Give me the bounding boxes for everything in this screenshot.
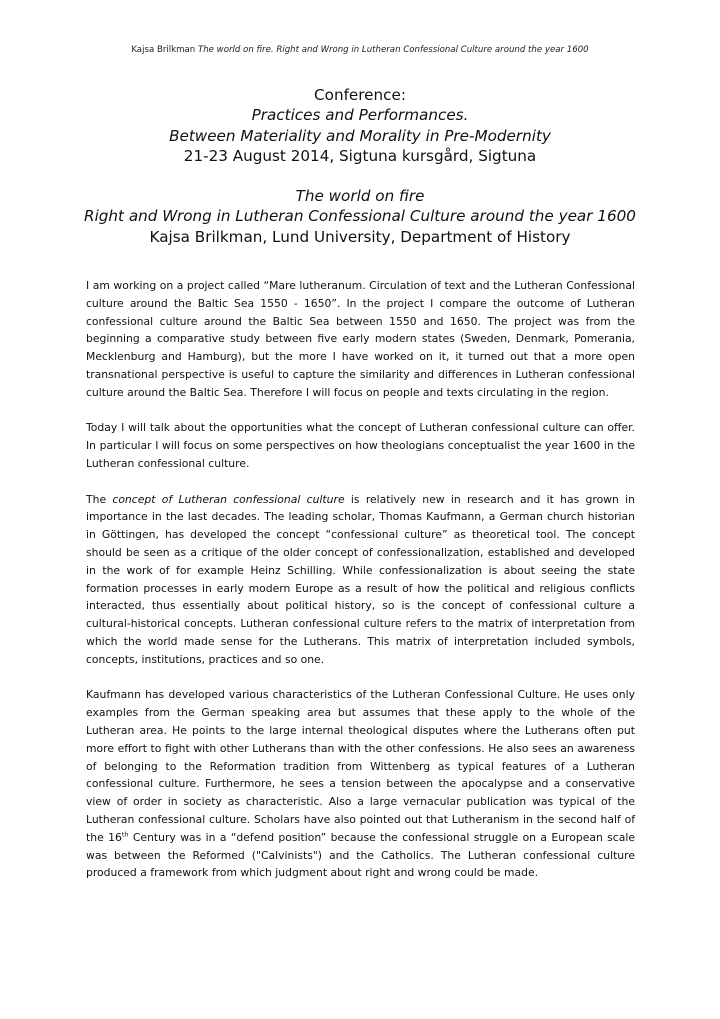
conference-label: Conference: — [314, 86, 406, 104]
conference-name-line2: Between Materiality and Morality in Pre-Modernity — [169, 126, 551, 145]
conference-date-place: 21-23 August 2014, Sigtuna kursgård, Sigtuna — [183, 146, 537, 165]
ordinal-superscript: th — [121, 830, 129, 839]
paragraph-3-rest: is relatively new in research and it has grown in importance in the last decades. The leading scholar, Thomas Kaufmann, a German church historian in Göttingen, has developed the concept “confessional culture” as theoretical tool. The concept should be seen as a critique of the older concept of confessionalization, established and developed in the work of for example Heinz Schilling. While confessionalization is about seeing the state formation processes in early modern Europe as a result of how the political and religious conflicts interacted, thus essentially about political history, so is the concept of confessional culture a cultural-historical concepts. Lutheran confessional culture refers to the matrix of interpretation from which the world made sense for the Lutherans. This matrix of interpretation included symbols, concepts, institutions, practices and so one. — [86, 492, 635, 666]
title-spacer — [40, 166, 680, 186]
paragraph-3-start: The — [86, 492, 113, 506]
paragraph-1: I am working on a project called “Mare lutheranum. Circulation of text and the Lutheran Confessional culture around the Baltic Sea 1550 - 1650”. In the project I compare the outcome of Lutheran confessional culture around the Baltic Sea between 1550 and 1650. The project was from the beginning a comparative study between five early modern states (Sweden, Denmark, Pomerania, Mecklenburg and Hamburg), but the more I have worked on it, it turned out that a more open transnational perspective is useful to capture the similarity and differences in Lutheran confessional culture around the Baltic Sea. Therefore I will focus on people and texts circulating in the region. — [86, 279, 635, 399]
paragraph-2: Today I will talk about the opportunities what the concept of Lutheran confessional culture can offer. In particular I will focus on some perspectives on how theologians conceptualist the year 1600 in the Lutheran confessional culture. — [86, 421, 635, 470]
title-block — [40, 85, 680, 247]
header-author: Kajsa Brilkman — [131, 45, 196, 55]
paragraph-3 — [86, 491, 635, 669]
paper-subtitle: Right and Wrong in Lutheran Confessional Culture around the year 1600 — [84, 207, 636, 226]
paper-title: The world on fire — [295, 187, 425, 206]
paragraph-4-rest: Century was in a “defend position” because the confessional struggle on a European scale was between the Reformed ("Calvinists") and the Catholics. The Lutheran confessional culture produced a framework from which judgment about right and wrong could be made. — [86, 830, 635, 880]
concept-term: concept of Lutheran confessional culture — [112, 492, 345, 506]
paragraph-4-start: Kaufmann has developed various characteristics of the Lutheran Confessional Culture. He uses only examples from the German speaking area but assumes that these apply to the whole of the Lutheran area. He points to the large internal theological disputes where the Lutherans often put more effort to fight with other Lutherans than with the other confessions. He also sees an awareness of belonging to the Reformation tradition from Wittenberg as typical features of a Lutheran confessional culture. Furthermore, he sees a tension between the apocalypse and a conservative view of order in society as characteristic. Also a large vernacular publication was typical of the Lutheran confessional culture. Scholars have also pointed out that Lutheranism in the second half of the 16 — [86, 688, 635, 844]
header-title: The world on fire. Right and Wrong in Lutheran Confessional Culture around the year 1600 — [197, 45, 589, 55]
paper-author-line: Kajsa Brilkman, Lund University, Department of History — [149, 227, 571, 246]
running-header — [0, 44, 720, 56]
paragraph-4 — [86, 686, 635, 882]
body-text — [86, 277, 635, 900]
conference-name-line1: Practices and Performances. — [251, 106, 469, 125]
